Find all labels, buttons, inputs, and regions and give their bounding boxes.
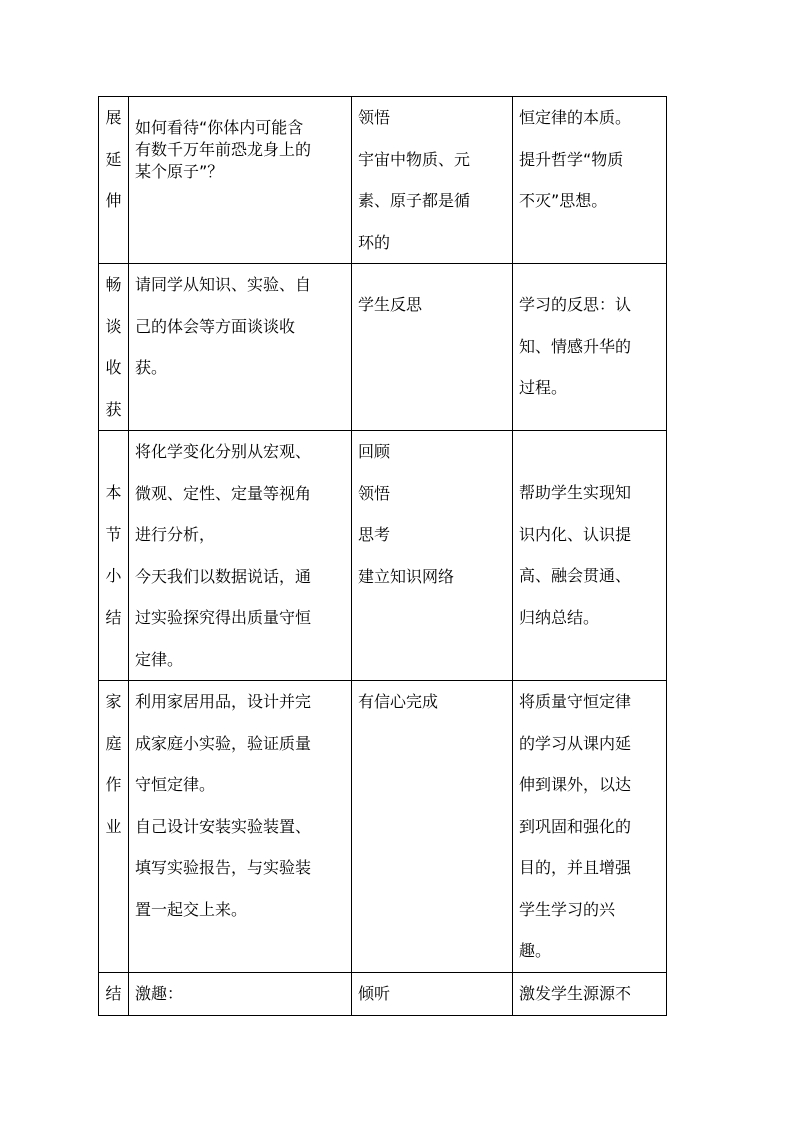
activity-line: 填写实验报告，与实验装 [135, 858, 312, 877]
activity-line: 守恒定律。 [135, 775, 216, 794]
stage-char: 作 [105, 775, 122, 794]
stage-char: 获 [105, 399, 122, 419]
activity-line: 置一起交上来。 [135, 899, 248, 919]
activity-cell [129, 681, 352, 973]
student-cell [352, 681, 513, 973]
student-line: 素、原子都是循 [358, 191, 471, 210]
intent-cell [513, 264, 667, 431]
intent-line: 提升哲学“物质 [519, 149, 624, 169]
stage-cell [99, 973, 129, 1016]
stage-cell [99, 681, 129, 973]
table-row [99, 97, 667, 264]
activity-line: 有数千万年前恐龙身上的 [135, 140, 312, 159]
activity-cell [129, 97, 352, 264]
intent-line: 不灭”思想。 [519, 191, 608, 210]
intent-line: 趣。 [519, 941, 552, 960]
activity-line: 获。 [135, 358, 168, 377]
intent-line: 高、融会贯通、 [519, 566, 632, 585]
stage-char: 结 [105, 984, 122, 1003]
activity-cell [129, 431, 352, 681]
intent-line: 识内化、认识提 [519, 524, 632, 544]
activity-line: 己的体会等方面谈谈收 [135, 316, 296, 336]
stage-char: 节 [105, 524, 122, 544]
table-row [99, 431, 667, 681]
student-cell [352, 97, 513, 264]
intent-line: 伸到课外，以达 [519, 775, 632, 794]
table-row [99, 264, 667, 431]
stage-char: 结 [105, 607, 122, 627]
stage-char: 伸 [105, 191, 122, 210]
student-line: 建立知识网络 [358, 566, 455, 586]
activity-line: 将化学变化分别从宏观、 [135, 442, 312, 461]
stage-char: 小 [105, 566, 122, 585]
activity-cell [129, 264, 352, 431]
activity-line: 激趣： [135, 984, 184, 1003]
intent-line: 帮助学生实现知 [519, 483, 632, 502]
student-line: 有信心完成 [358, 692, 439, 711]
stage-char: 展 [105, 108, 122, 127]
activity-line: 定律。 [135, 649, 184, 669]
activity-line: 自己设计安装实验装置、 [135, 816, 312, 836]
intent-cell [513, 681, 667, 973]
stage-char: 庭 [105, 733, 122, 753]
intent-line: 过程。 [519, 378, 568, 397]
student-cell [352, 973, 513, 1016]
intent-line: 将质量守恒定律 [519, 692, 632, 711]
intent-line: 的学习从课内延 [519, 733, 632, 753]
table-row [99, 681, 667, 973]
activity-line: 利用家居用品，设计并完 [135, 692, 312, 711]
activity-line: 过实验探究得出质量守恒 [135, 608, 312, 627]
student-line: 学生反思 [358, 295, 423, 314]
student-line: 宇宙中物质、元 [358, 149, 471, 169]
intent-line: 学生学习的兴 [519, 899, 616, 919]
activity-line: 如何看待“你体内可能含 [135, 118, 304, 137]
student-line: 思考 [358, 525, 391, 544]
stage-char: 延 [105, 149, 122, 169]
student-cell [352, 264, 513, 431]
activity-line: 请同学从知识、实验、自 [135, 275, 312, 294]
intent-line: 归纳总结。 [519, 607, 600, 627]
student-line: 回顾 [358, 442, 391, 461]
lesson-plan-table [98, 96, 667, 1016]
stage-cell [99, 431, 129, 681]
stage-char: 业 [105, 816, 122, 836]
stage-char: 收 [105, 358, 122, 377]
intent-cell [513, 97, 667, 264]
activity-line: 某个原子”？ [135, 162, 224, 181]
intent-line: 目的，并且增强 [519, 858, 632, 877]
activity-line: 进行分析， [135, 525, 216, 544]
activity-line: 今天我们以数据说话，通 [135, 566, 312, 586]
stage-char: 家 [105, 692, 122, 711]
activity-line: 微观、定性、定量等视角 [135, 483, 312, 503]
intent-cell [513, 431, 667, 681]
activity-cell [129, 973, 352, 1016]
intent-cell [513, 973, 667, 1016]
intent-line: 到巩固和强化的 [519, 816, 632, 836]
intent-line: 恒定律的本质。 [519, 108, 632, 127]
intent-line: 学习的反思：认 [519, 295, 632, 314]
table-row [99, 973, 667, 1016]
student-line: 领悟 [358, 108, 391, 127]
stage-char: 谈 [105, 316, 122, 336]
intent-line: 激发学生源源不 [519, 984, 632, 1003]
stage-cell [99, 264, 129, 431]
intent-line: 知、情感升华的 [519, 336, 632, 356]
stage-char: 本 [105, 483, 122, 502]
student-line: 环的 [358, 232, 391, 252]
student-line: 领悟 [358, 483, 391, 503]
activity-line: 成家庭小实验，验证质量 [135, 733, 312, 753]
stage-cell [99, 97, 129, 264]
stage-char: 畅 [105, 275, 122, 294]
student-line: 倾听 [358, 984, 391, 1003]
student-cell [352, 431, 513, 681]
